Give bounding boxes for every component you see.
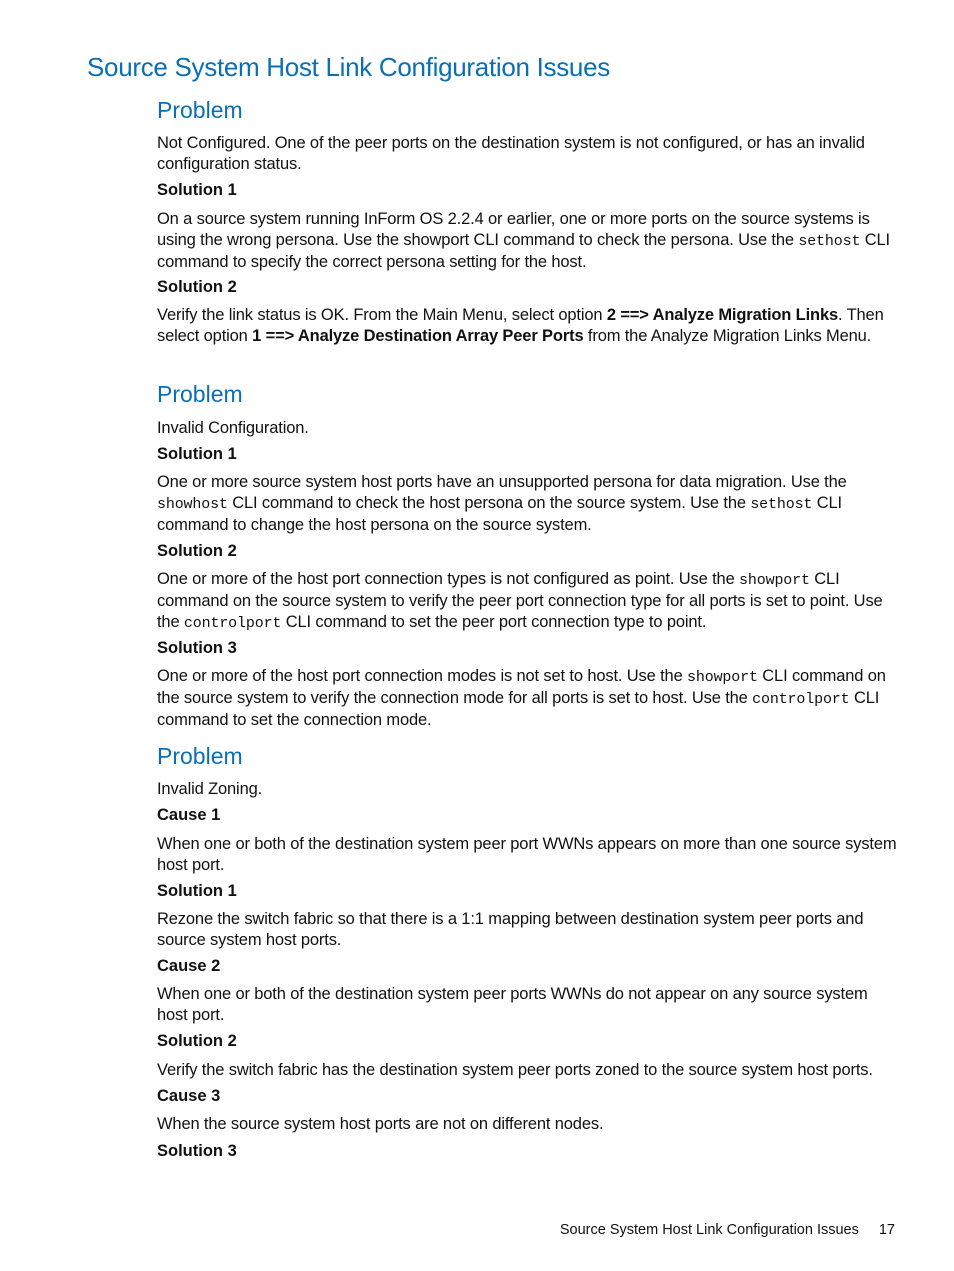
code-showport: showport [687, 669, 758, 686]
problem-heading-2: Problem [157, 381, 243, 407]
problem-2-solution-1-label: Solution 1 [157, 445, 237, 463]
problem-3-description: Invalid Zoning. [157, 780, 263, 798]
problem-1-description: Not Configured. One of the peer ports on the destination system is not configured, or has an invalid configuration status. [157, 134, 865, 173]
cause-1-text: When one or both of the destination system peer port WWNs appears on more than one source system host port. [157, 835, 897, 874]
problem-1-solution-2-text: Verify the link status is OK. From the Main Menu, select option 2 ==> Analyze Migration Links. Then select option 1 ==> Analyze Destination Array Peer Ports from the Analyze Migration Links Menu. [157, 306, 884, 345]
cause-2-text: When one or both of the destination system peer ports WWNs do not appear on any source system host port. [157, 985, 868, 1024]
problem-heading-1: Problem [157, 97, 243, 123]
problem-3-solution-3-label: Solution 3 [157, 1142, 237, 1160]
code-controlport: controlport [183, 615, 282, 632]
code-controlport: controlport [752, 691, 850, 708]
cause-2-label: Cause 2 [157, 957, 221, 975]
problem-1-solution-1-text: On a source system running InForm OS 2.2.4 or earlier, one or more ports on the source systems is using the wrong persona. Use the showport CLI command to check the persona. Use the sethost CLI command to specify the correct persona setting for the host. [157, 210, 890, 271]
problem-1-solution-2-label: Solution 2 [157, 278, 237, 296]
cause-3-text: When the source system host ports are not on different nodes. [157, 1115, 604, 1133]
code-showport: showport [739, 572, 810, 589]
problem-2-solution-1-text: One or more source system host ports have an unsupported persona for data migration. Use the showhost CLI command to check the host persona on the source system. Use the sethost CLI command to change the host persona on the source system. [157, 473, 847, 534]
menu-option-analyze-migration-links: 2 ==> Analyze Migration Links [606, 306, 839, 324]
menu-option-analyze-peer-ports: 1 ==> Analyze Destination Array Peer Ports [252, 327, 584, 345]
problem-2-solution-3-text: One or more of the host port connection modes is not set to host. Use the showport CLI command on the source system to verify the connection mode for all ports is set to host. Use the controlport CLI command to set the connection mode. [157, 667, 886, 729]
problem-3-solution-1-label: Solution 1 [157, 882, 237, 900]
problem-3-solution-2-text: Verify the switch fabric has the destination system peer ports zoned to the source system host ports. [157, 1061, 873, 1079]
page-title: Source System Host Link Configuration Issues [87, 52, 610, 82]
problem-2-solution-2-text: One or more of the host port connection types is not configured as point. Use the showport CLI command on the source system to verify the peer port connection type for all ports is set to point. Use the controlport CLI command to set the peer port connection type to point. [157, 570, 883, 632]
problem-1-solution-1-label: Solution 1 [157, 181, 237, 199]
cause-1-label: Cause 1 [157, 806, 221, 824]
page-footer [560, 1222, 895, 1238]
footer-section-title: Source System Host Link Configuration Issues [559, 1222, 859, 1238]
code-sethost: sethost [750, 496, 813, 513]
code-sethost: sethost [798, 233, 861, 250]
code-showhost: showhost [157, 496, 228, 513]
problem-2-solution-3-label: Solution 3 [157, 639, 237, 657]
problem-3-solution-1-text: Rezone the switch fabric so that there is a 1:1 mapping between destination system peer ports and source system host ports. [157, 910, 864, 949]
problem-3-solution-2-label: Solution 2 [157, 1032, 237, 1050]
problem-2-solution-2-label: Solution 2 [157, 542, 237, 560]
page-number: 17 [878, 1222, 895, 1238]
problem-heading-3: Problem [157, 743, 243, 769]
problem-2-description: Invalid Configuration. [157, 419, 309, 437]
cause-3-label: Cause 3 [157, 1087, 221, 1105]
